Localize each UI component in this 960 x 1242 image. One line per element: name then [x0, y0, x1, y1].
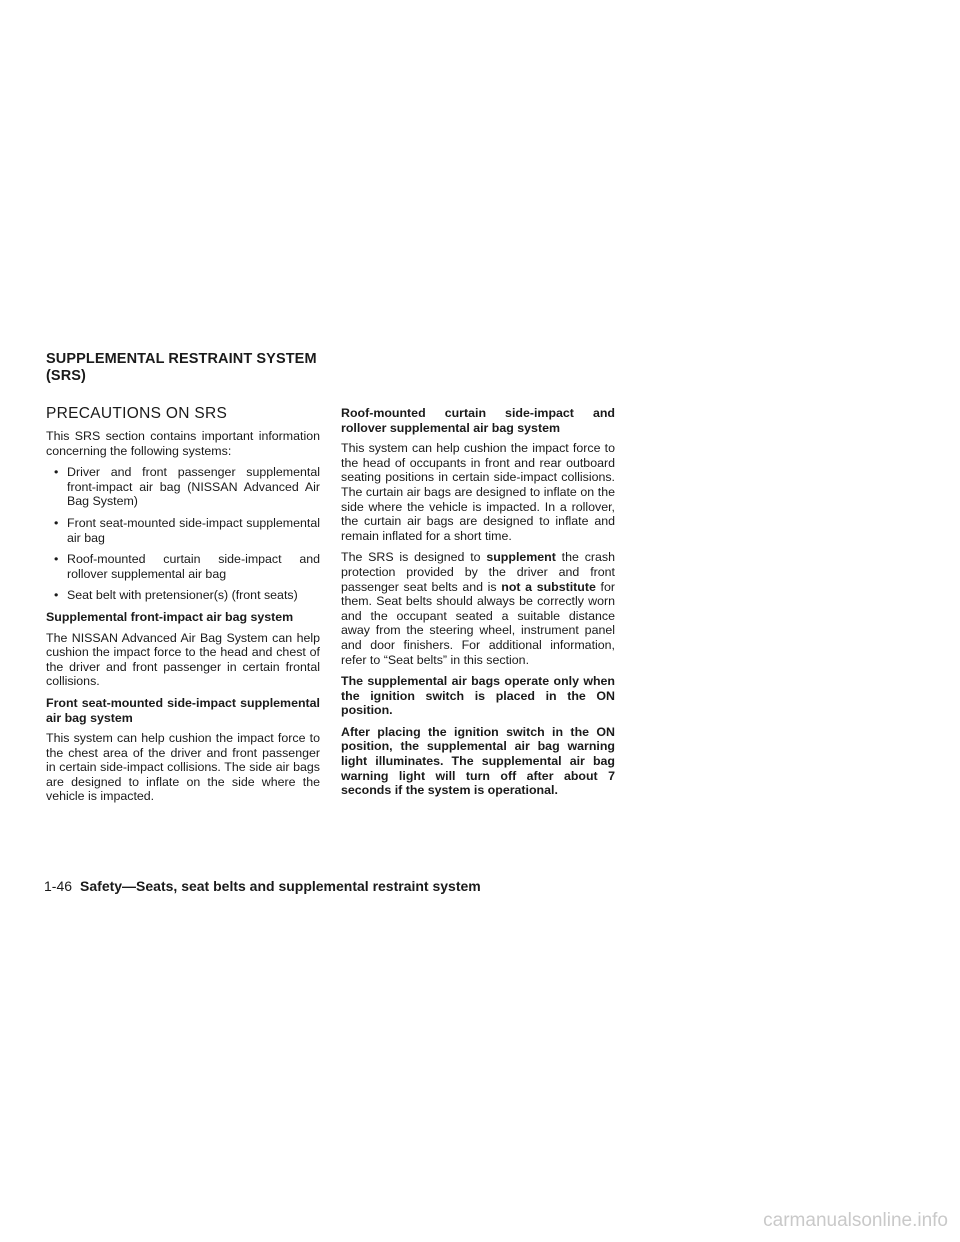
heading-side-impact: Front seat-mounted side-impact supplemental air bag system	[46, 695, 320, 725]
section-title-line1: SUPPLEMENTAL RESTRAINT SYSTEM	[46, 351, 317, 367]
list-item: • Front seat-mounted side-impact supplemental air bag	[46, 516, 320, 545]
srs-text-2: the crash protection provided by the driver and front passenger seat belts and is	[341, 550, 615, 594]
left-column	[46, 405, 320, 811]
bold-paragraph-warning-light: After placing the ignition switch in the ON position, the supplemental air bag warning light illuminates. The supplemental air bag warning light will turn off after about 7 seconds if the system is operational.	[341, 724, 615, 798]
subsection-title: PRECAUTIONS ON SRS	[46, 405, 228, 422]
list-item: • Driver and front passenger supplemental front-impact air bag (NISSAN Advanced Air Bag System)	[46, 465, 320, 509]
systems-list	[46, 465, 320, 603]
paragraph-side-impact: This system can help cushion the impact force to the chest area of the driver and front passenger in certain side-impact collisions. The side air bags are designed to inflate on the side where the vehicle is impacted.	[46, 731, 320, 804]
page-number: 1-46	[44, 878, 73, 894]
srs-bold-not-substitute: not a substitute	[501, 579, 596, 594]
paragraph-front-impact: The NISSAN Advanced Air Bag System can help cushion the impact force to the head and chest of the driver and front passenger in certain frontal collisions.	[46, 630, 320, 689]
srs-text-3: for them. Seat belts should always be correctly worn and the occupant seated a suitable distance away from the steering wheel, instrument panel and door finishers. For additional information, refer to “Seat belts” in this section.	[341, 579, 616, 667]
section-title-line2: (SRS)	[46, 368, 86, 384]
paragraph-curtain: This system can help cushion the impact force to the head of occupants in front and rear outboard seating positions in certain side-impact collisions. The curtain air bags are designed to inflate on the side where the vehicle is impacted. In a rollover, the curtain air bags are designed to inflate and remain inflated for a short time.	[341, 441, 615, 543]
srs-text-1: The SRS is designed to	[341, 550, 487, 565]
list-item: • Seat belt with pretensioner(s) (front seats)	[46, 588, 320, 603]
section-title	[46, 351, 346, 385]
list-item: • Roof-mounted curtain side-impact and rollover supplemental air bag	[46, 552, 320, 581]
chapter-title: Safety—Seats, seat belts and supplemental restraint system	[80, 878, 481, 894]
heading-front-impact: Supplemental front-impact air bag system	[46, 609, 294, 624]
heading-curtain: Roof-mounted curtain side-impact and rollover supplemental air bag system	[341, 406, 615, 435]
paragraph-srs-supplement	[341, 550, 615, 667]
bold-paragraph-ignition: The supplemental air bags operate only when the ignition switch is placed in the ON position.	[341, 674, 615, 718]
right-column	[341, 406, 615, 805]
intro-paragraph: This SRS section contains important information concerning the following systems:	[46, 429, 320, 458]
srs-bold-supplement: supplement	[486, 550, 556, 565]
watermark: carmanualsonline.info	[763, 1210, 948, 1231]
page-footer	[44, 877, 481, 895]
